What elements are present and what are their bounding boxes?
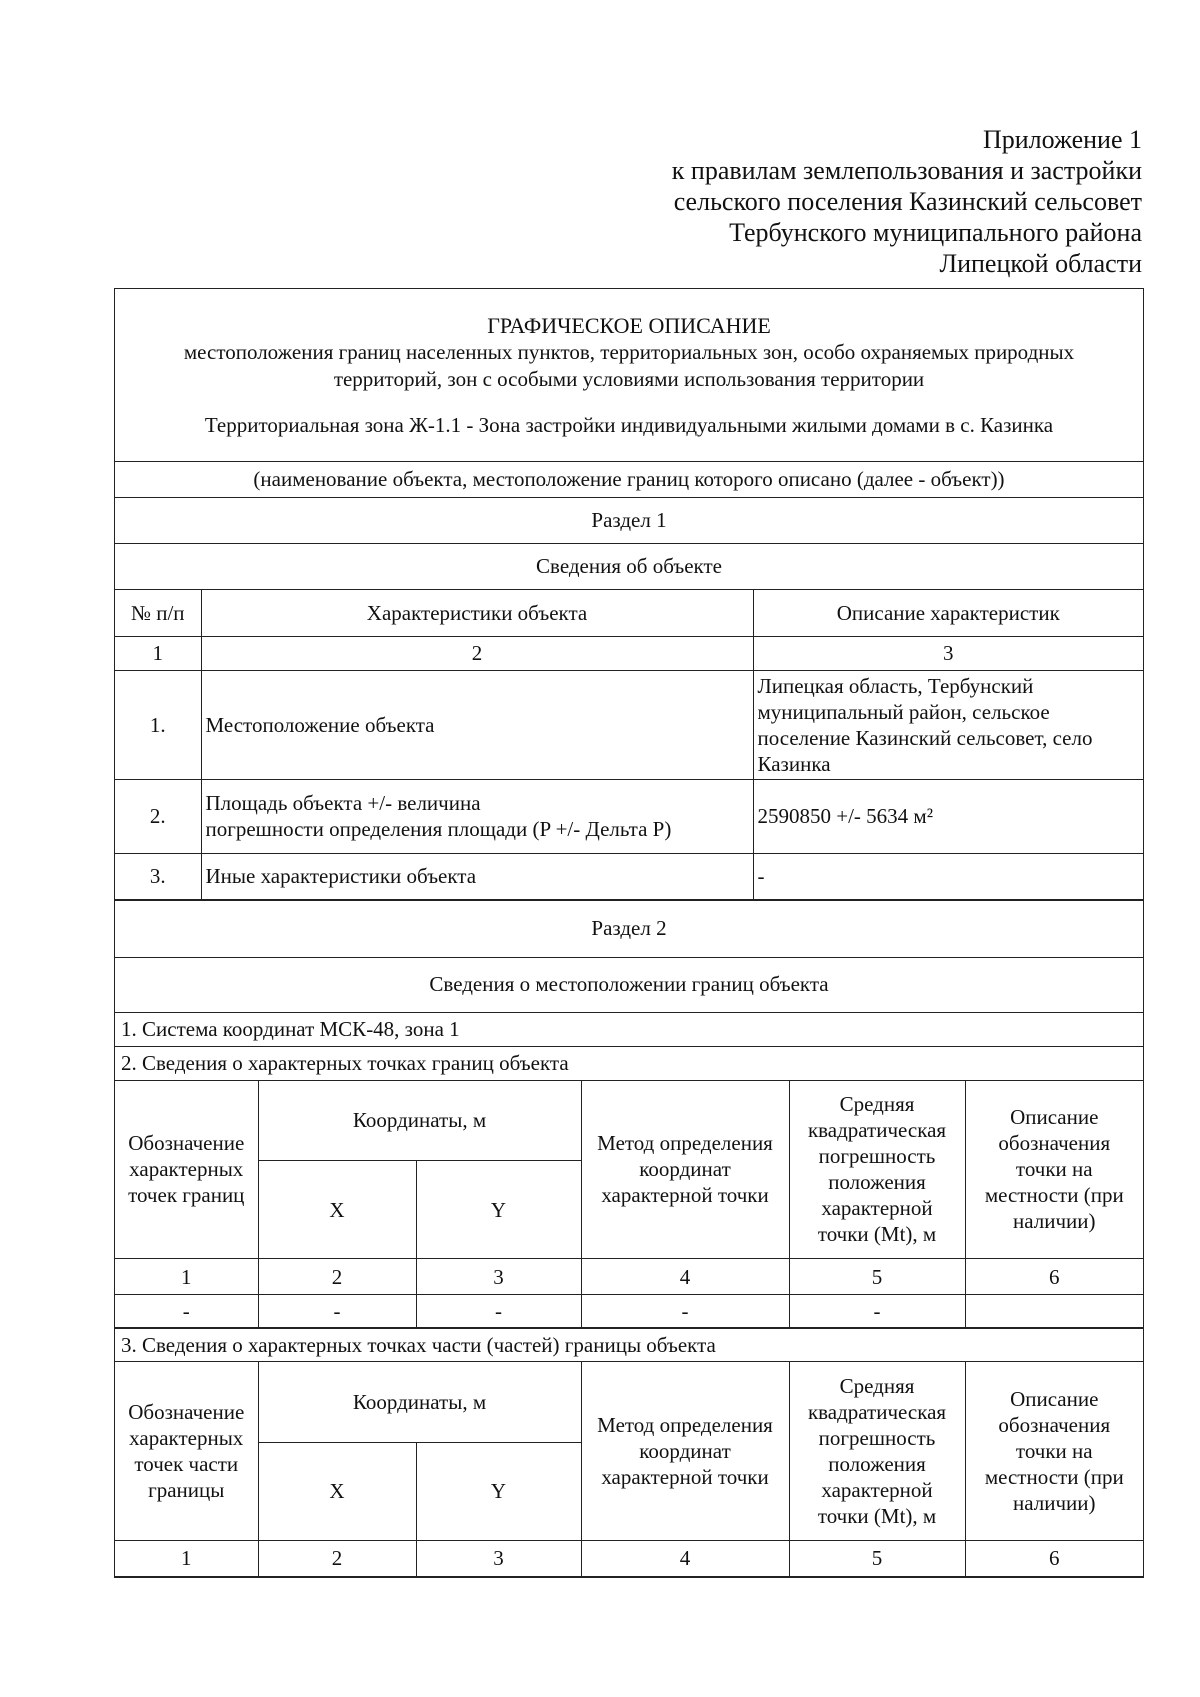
- column-number: 4: [581, 1540, 789, 1576]
- column-number: 1: [115, 636, 201, 670]
- object-caption: (наименование объекта, местоположение границ которого описано (далее - объект)): [115, 462, 1143, 498]
- description-line: Казинка: [757, 751, 831, 776]
- appendix-line: сельского поселения Казинский сельсовет: [673, 187, 1142, 216]
- header-line: квадратическая: [807, 1118, 947, 1143]
- form-header: [115, 289, 1143, 462]
- header-line: точек границ: [128, 1183, 245, 1208]
- x-header: X: [258, 1442, 416, 1540]
- x-header: X: [258, 1161, 416, 1259]
- table-cell: [965, 1295, 1143, 1328]
- points-title: 2. Сведения о характерных точках границ объекта: [115, 1047, 1143, 1081]
- header-line: положения: [828, 1451, 926, 1476]
- header-line: характерных: [129, 1425, 244, 1450]
- row-characteristic: [201, 779, 753, 853]
- table-row: [115, 1295, 1143, 1328]
- form-subtitle-line: местоположения границ населенных пунктов, территориальных зон, особо охраняемых природных: [183, 340, 1075, 364]
- header-line: квадратическая: [807, 1399, 947, 1424]
- row-number: 1.: [115, 670, 201, 779]
- table-cell: -: [258, 1295, 416, 1328]
- column-header: Описание характеристик: [753, 590, 1143, 636]
- parts-title: 3. Сведения о характерных точках части (частей) границы объекта: [115, 1328, 1143, 1362]
- table-row: [115, 779, 1143, 853]
- header-line: характерной точки: [601, 1464, 769, 1489]
- column-number: 3: [416, 1540, 581, 1576]
- header-line: точки на: [1015, 1438, 1093, 1463]
- object-info-table: [115, 590, 1143, 900]
- column-number: 2: [258, 1259, 416, 1295]
- header-line: Описание: [1010, 1105, 1099, 1130]
- object-name: Территориальная зона Ж-1.1 - Зона застройки индивидуальными жилыми домами в с. Казинка: [204, 413, 1054, 437]
- header-line: характерных: [129, 1157, 244, 1182]
- row-number: 3.: [115, 853, 201, 899]
- table-cell: -: [115, 1295, 258, 1328]
- row-number: 2.: [115, 779, 201, 853]
- document-form: [114, 288, 1144, 1578]
- coordinates-header: Координаты, м: [258, 1081, 581, 1161]
- header-line: Обозначение: [128, 1131, 245, 1156]
- column-number-row: [115, 1540, 1143, 1576]
- method-header: [581, 1081, 789, 1259]
- description-line: поселение Казинский сельсовет, село: [757, 725, 1093, 750]
- column-number: 1: [115, 1540, 258, 1576]
- appendix-line: к правилам землепользования и застройки: [671, 156, 1142, 185]
- header-line: погрешность: [818, 1144, 936, 1169]
- section2-subtitle: Сведения о местоположении границ объекта: [115, 958, 1143, 1013]
- column-number: 4: [581, 1259, 789, 1295]
- header-line: характерной: [821, 1477, 933, 1502]
- table-cell: -: [416, 1295, 581, 1328]
- form-title: ГРАФИЧЕСКОЕ ОПИСАНИЕ: [487, 313, 771, 338]
- boundary-parts-table: [115, 1362, 1143, 1577]
- description-header: [965, 1081, 1143, 1259]
- characteristic-line: погрешности определения площади (P +/- Дельта P): [205, 817, 672, 841]
- header-line: координат: [639, 1157, 731, 1182]
- header-line: Метод определения: [597, 1131, 773, 1156]
- row-characteristic: Местоположение объекта: [201, 670, 753, 779]
- row-description: -: [753, 853, 1143, 899]
- column-number: 3: [416, 1259, 581, 1295]
- description-line: муниципальный район, сельское: [757, 699, 1050, 724]
- table-cell: -: [789, 1295, 965, 1328]
- column-header: № п/п: [115, 590, 201, 636]
- appendix-line: Липецкой области: [939, 249, 1142, 278]
- header-line: координат: [639, 1438, 731, 1463]
- column-number: 2: [201, 636, 753, 670]
- description-line: Липецкая область, Тербунский: [757, 673, 1034, 698]
- table-header-row: [115, 590, 1143, 636]
- row-characteristic: Иные характеристики объекта: [201, 853, 753, 899]
- column-number: 2: [258, 1540, 416, 1576]
- coordinate-system: 1. Система координат МСК-48, зона 1: [115, 1013, 1143, 1047]
- row-description: [753, 670, 1143, 779]
- header-line: наличии): [1013, 1490, 1096, 1515]
- header-line: точки на: [1015, 1157, 1093, 1182]
- section1-subtitle: Сведения об объекте: [115, 544, 1143, 590]
- header-line: характерной точки: [601, 1183, 769, 1208]
- header-line: точки (Mt), м: [817, 1503, 937, 1528]
- error-header: [789, 1362, 965, 1540]
- appendix-heading: [672, 124, 1142, 279]
- row-description: 2590850 +/- 5634 м²: [753, 779, 1143, 853]
- column-header: Характеристики объекта: [201, 590, 753, 636]
- points-designation-header: [115, 1081, 258, 1259]
- header-line: точки (Mt), м: [817, 1222, 937, 1247]
- header-line: Средняя: [839, 1373, 915, 1398]
- header-line: точек части: [134, 1451, 239, 1476]
- column-number: 6: [965, 1259, 1143, 1295]
- column-number: 1: [115, 1259, 258, 1295]
- appendix-line: Приложение 1: [982, 125, 1142, 154]
- appendix-line: Тербунского муниципального района: [729, 218, 1142, 247]
- error-header: [789, 1081, 965, 1259]
- column-number: 5: [789, 1259, 965, 1295]
- header-line: обозначения: [998, 1412, 1111, 1437]
- header-line: Средняя: [839, 1092, 915, 1117]
- header-line: Обозначение: [128, 1399, 245, 1424]
- table-row: [115, 670, 1143, 779]
- form-subtitle-line: территорий, зон с особыми условиями использования территории: [333, 367, 925, 391]
- column-number-row: [115, 1259, 1143, 1295]
- header-line: наличии): [1013, 1209, 1096, 1234]
- column-number-row: [115, 636, 1143, 670]
- header-line: Метод определения: [597, 1412, 773, 1437]
- header-line: Описание: [1010, 1386, 1099, 1411]
- header-line: границы: [148, 1477, 225, 1502]
- coordinates-header: Координаты, м: [258, 1362, 581, 1442]
- section2-title: Раздел 2: [115, 900, 1143, 958]
- y-header: Y: [416, 1161, 581, 1259]
- header-line: местности (при: [984, 1464, 1124, 1489]
- table-cell: -: [581, 1295, 789, 1328]
- header-line: местности (при: [984, 1183, 1124, 1208]
- description-header: [965, 1362, 1143, 1540]
- header-line: обозначения: [998, 1131, 1111, 1156]
- header-line: погрешность: [818, 1425, 936, 1450]
- column-number: 6: [965, 1540, 1143, 1576]
- column-number: 3: [753, 636, 1143, 670]
- section1-title: Раздел 1: [115, 498, 1143, 544]
- column-number: 5: [789, 1540, 965, 1576]
- parts-designation-header: [115, 1362, 258, 1540]
- header-line: положения: [828, 1170, 926, 1195]
- method-header: [581, 1362, 789, 1540]
- characteristic-line: Площадь объекта +/- величина: [205, 791, 481, 815]
- y-header: Y: [416, 1442, 581, 1540]
- table-row: [115, 853, 1143, 899]
- boundary-points-table: [115, 1081, 1143, 1329]
- header-line: характерной: [821, 1196, 933, 1221]
